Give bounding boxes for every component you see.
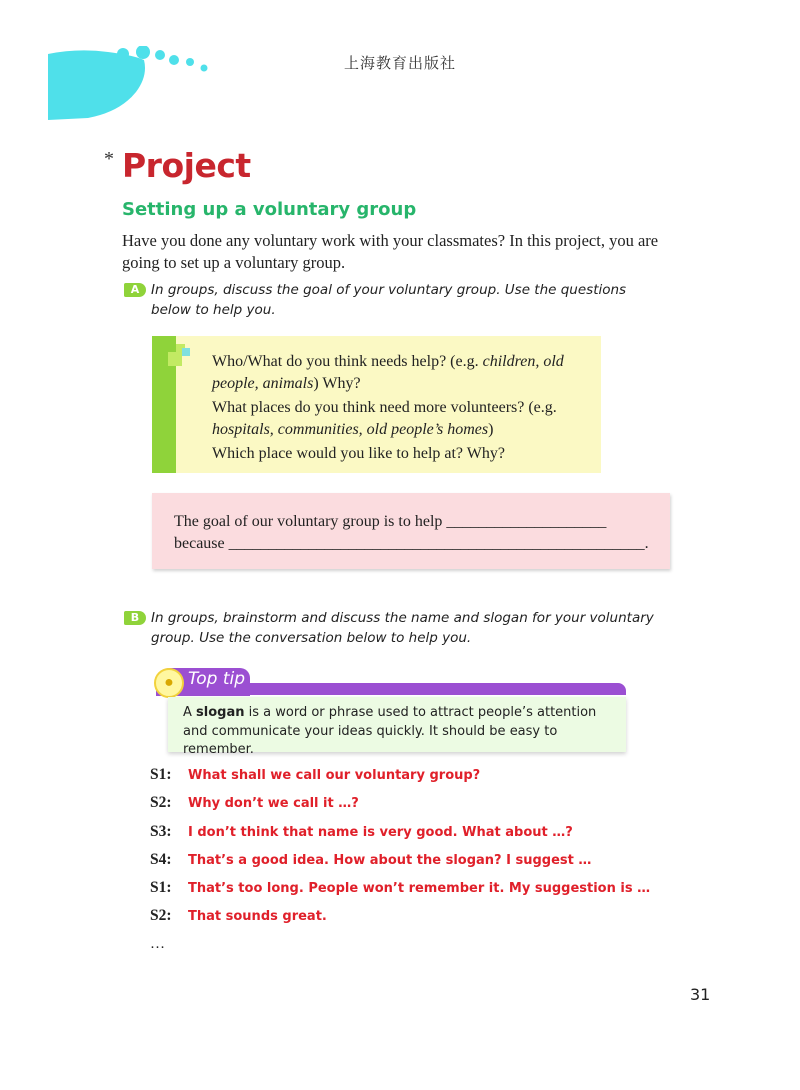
dialogue-line: That’s too long. People won’t remember it. My suggestion is …: [188, 881, 651, 897]
decorative-square: [168, 352, 182, 366]
lightbulb-icon: ●: [154, 668, 184, 698]
goal-line-1: The goal of our voluntary group is to help ____________________: [174, 513, 607, 530]
dialogue-line: I don’t think that name is very good. What about …?: [188, 824, 573, 840]
decorative-square: [182, 348, 190, 356]
dialogue-line: Why don’t we call it …?: [188, 796, 359, 812]
dialogue: [150, 766, 710, 936]
speaker-label: S2:: [150, 907, 172, 925]
speaker-label: S1:: [150, 879, 172, 897]
goal-line-2: because ____________________________________________________.: [174, 535, 649, 552]
tip-text-part: A: [183, 705, 197, 720]
dialogue-row: [150, 766, 710, 794]
question-text: Who/What do you think needs help? (e.g.: [212, 353, 483, 370]
dialogue-line: That’s a good idea. How about the slogan? I suggest …: [188, 852, 592, 868]
dialogue-row: [150, 794, 710, 822]
dialogue-row: [150, 823, 710, 851]
page-number: 31: [690, 985, 711, 1004]
speaker-label: S3:: [150, 822, 172, 840]
question-item: [212, 351, 592, 395]
dialogue-row: [150, 879, 710, 907]
publisher-name: 上海教育出版社: [343, 54, 456, 72]
top-tip-label: Top tip: [188, 669, 246, 689]
dialogue-row: [150, 851, 710, 879]
task-a-instruction: In groups, discuss the goal of your voluntary group. Use the questions below to help you.: [151, 282, 627, 318]
goal-statement: [174, 511, 654, 555]
top-tip-text: [183, 704, 613, 760]
question-text: What places do you think need more volunteers? (e.g.: [212, 399, 557, 416]
dialogue-row: [150, 907, 710, 935]
question-text: ) Why?: [313, 375, 361, 392]
questions-list: [212, 351, 592, 467]
task-b-marker: B: [124, 611, 146, 625]
task-a-marker: A: [124, 283, 146, 297]
speaker-label: S1:: [150, 766, 172, 783]
tip-keyword: slogan: [196, 705, 245, 720]
dialogue-continuation: …: [150, 936, 165, 952]
speaker-label: S4:: [150, 850, 172, 868]
task-b-instruction: In groups, brainstorm and discuss the name and slogan for your voluntary group. Use the conversation below to help you.: [151, 610, 654, 646]
dialogue-line: That sounds great.: [188, 909, 327, 925]
question-examples: hospitals, communities, old people’s homes: [212, 421, 489, 438]
intro-paragraph: Have you done any voluntary work with your classmates? In this project, you are going to set up a voluntary group.: [122, 231, 659, 272]
section-subtitle: Setting up a voluntary group: [122, 199, 417, 220]
question-examples: children, old people, animals: [212, 353, 564, 392]
question-item: [212, 443, 592, 465]
question-text: ): [488, 421, 494, 438]
optional-asterisk: *: [104, 148, 114, 170]
dialogue-line: What shall we call our voluntary group?: [188, 768, 481, 783]
speaker-label: S2:: [150, 794, 172, 812]
page-title: Project: [122, 146, 251, 185]
question-item: [212, 397, 592, 441]
tip-text-part: is a word or phrase used to attract people’s attention and communicate your ideas quickly. It should be easy to remember.: [183, 705, 597, 757]
question-text: Which place would you like to help at? Why?: [212, 445, 505, 462]
